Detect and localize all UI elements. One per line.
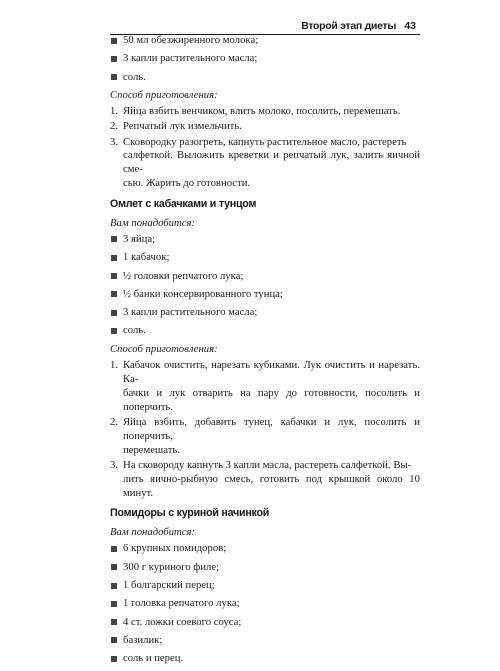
step-text-line: Сковородку разогреть, капнуть растительное масло, растереть [123,135,407,148]
recipe-title: Помидоры с куриной начинкой [110,507,270,520]
method-step [110,105,420,119]
ingredient-item: соль. [110,324,420,338]
method-step [110,136,420,192]
step-text [123,459,420,501]
recipe-title: Омлет с кабачками и тунцом [110,197,257,210]
ingredients-label: Вам понадобится: [110,216,196,229]
method-step [110,416,420,458]
ingredient-item: 50 мл обезжиренного молока; [110,34,420,48]
step-text: Репчатый лук измельчить. [123,120,242,133]
step-number: 1. [110,104,119,117]
step-text: Яйца взбить венчиком, влить молоко, посолить, перемешать. [123,104,401,117]
method-step [110,120,420,134]
ingredient-item: 3 капли растительного масла; [110,52,420,66]
step-text [123,359,420,415]
step-text-line: На сковороду капнуть 3 капли масла, растереть салфеткой. Вы- [123,458,412,471]
ingredient-item: 1 кабачок; [110,251,420,265]
method-label: Способ приготовления: [110,342,218,355]
ingredient-item: соль и перец. [110,652,420,666]
page-number: 43 [404,20,416,32]
running-header-title: Второй этап диеты [301,20,396,32]
ingredients-label: Вам понадобится: [110,526,196,539]
ingredient-item: ½ банки консервированного тунца; [110,288,420,302]
ingredient-item: 3 капли растительного масла; [110,306,420,320]
step-text [123,416,420,458]
ingredient-list [110,34,420,85]
step-number: 2. [110,120,119,133]
step-number: 3. [110,135,119,148]
step-text-line: Яйца взбить, добавить тунец, кабачки и лук, посолить и поперчить, [123,415,420,442]
method-steps [110,359,420,501]
ingredient-item: базилик; [110,634,420,648]
step-text-line: сью. Жарить до готовности. [123,177,251,190]
step-text-line: Кабачок очистить, нарезать кубиками. Лук очистить и нарезать. Ка- [123,358,420,385]
ingredient-list [110,233,420,338]
step-text-line: салфеткой. Выложить креветки и репчатый лук, залить яичной сме- [123,149,420,176]
ingredient-item: ½ головки репчатого лука; [110,270,420,284]
step-text-line: лить яично-рыбную смесь, готовить под крышкой около 10 минут. [123,472,420,499]
ingredient-item: 1 головка репчатого лука; [110,597,420,611]
ingredient-item: 1 болгарский перец; [110,579,420,593]
method-label: Способ приготовления: [110,88,218,101]
method-steps [110,105,420,191]
ingredient-item: 3 яйца; [110,233,420,247]
step-text-line: бачки и лук отварить на пару до готовности, посолить и поперчить. [123,386,420,413]
step-text [123,136,420,192]
page-content [110,34,420,671]
step-text-line: перемешать. [123,443,180,456]
method-step [110,359,420,415]
method-step [110,459,420,501]
ingredient-item: 300 г куриного филе; [110,561,420,575]
ingredient-item: 6 крупных помидоров; [110,542,420,556]
ingredient-item: 4 ст. ложки соевого соуса; [110,616,420,630]
ingredient-item: соль. [110,71,420,85]
step-number: 1. [110,358,119,371]
step-number: 2. [110,415,119,428]
step-number: 3. [110,458,119,471]
ingredient-list [110,542,420,666]
